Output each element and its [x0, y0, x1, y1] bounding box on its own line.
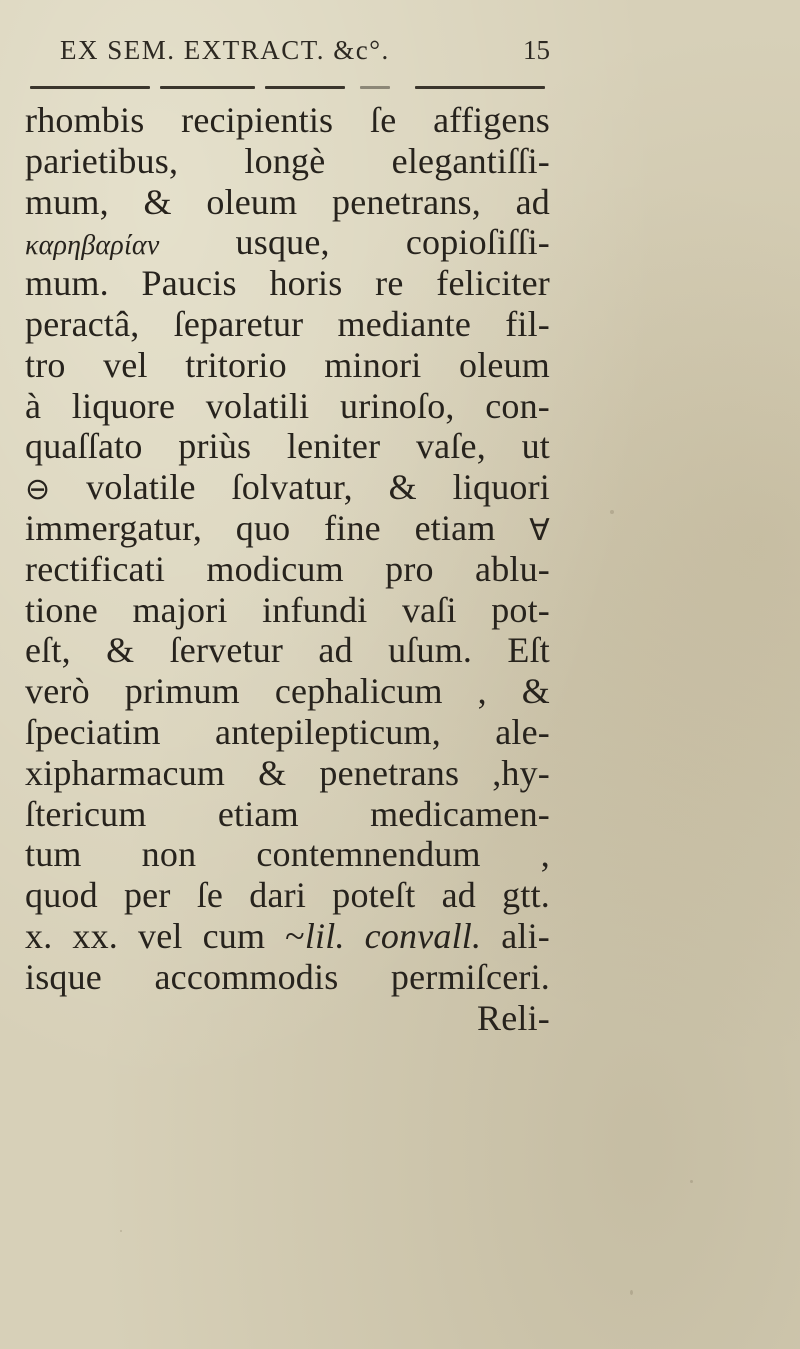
running-head: EX SEM. EXTRACT. &c°. [60, 35, 390, 65]
abbreviation: lil. convall. [304, 915, 482, 956]
text-line: mum, & oleum penetrans, ad [25, 181, 550, 222]
paper-speck [690, 1180, 693, 1183]
text-line: mum. Paucis horis re feliciter [25, 263, 550, 304]
text-line: quaſſato priùs leniter vaſe, ut [25, 426, 550, 467]
text-line: tione majori infundi vaſi pot- [25, 589, 550, 630]
paper-speck [120, 1230, 122, 1232]
text-line: καρηβαρίαν usque, copioſiſſi- [25, 222, 550, 263]
text-line: immergatur, quo fine etiam ∀ [25, 507, 551, 548]
text-line: quod per ſe dari poteſt ad gtt. [25, 875, 550, 916]
text-line: x. xx. vel cum ~lil. convall. ali- [25, 915, 550, 956]
salt-symbol: ⊖ [25, 473, 51, 507]
text-line: à liquore volatili urinoſo, con- [25, 385, 550, 426]
text-line: peractâ, ſeparetur mediante fil- [25, 303, 550, 344]
text-line: ſtericum etiam medicamen- [25, 793, 550, 834]
page-header [60, 30, 550, 80]
text-line: ſpeciatim antepilepticum, ale- [25, 711, 550, 752]
text-line: isque accommodis permiſceri. [25, 956, 550, 997]
text-line: parietibus, longè elegantiſſi- [25, 140, 550, 181]
abbrev-mark: ~ [285, 915, 305, 956]
greek-word: καρηβαρίαν [25, 230, 160, 262]
text-line: eſt, & ſervetur ad uſum. Eſt [25, 630, 550, 671]
text-line: verò primum cephalicum , & [25, 671, 550, 712]
text-line: ⊖ volatile ſolvatur, & liquori [25, 467, 551, 508]
page-number: 15 [523, 35, 550, 65]
text-line: rhombis recipientis ſe affigens [25, 100, 550, 140]
body-text [25, 100, 550, 1038]
header-rule [30, 86, 545, 89]
text-line: tum non contemnendum , [25, 834, 550, 875]
spirit-symbol: ∀ [529, 513, 551, 547]
text-line: tro vel tritorio minori oleum [25, 344, 550, 385]
paper-speck [630, 1290, 633, 1295]
catchword: Reli- [477, 997, 550, 1038]
paper-speck [610, 510, 614, 514]
text-line: xipharmacum & penetrans ,hy- [25, 752, 550, 793]
text-line: rectificati modicum pro ablu- [25, 548, 550, 589]
